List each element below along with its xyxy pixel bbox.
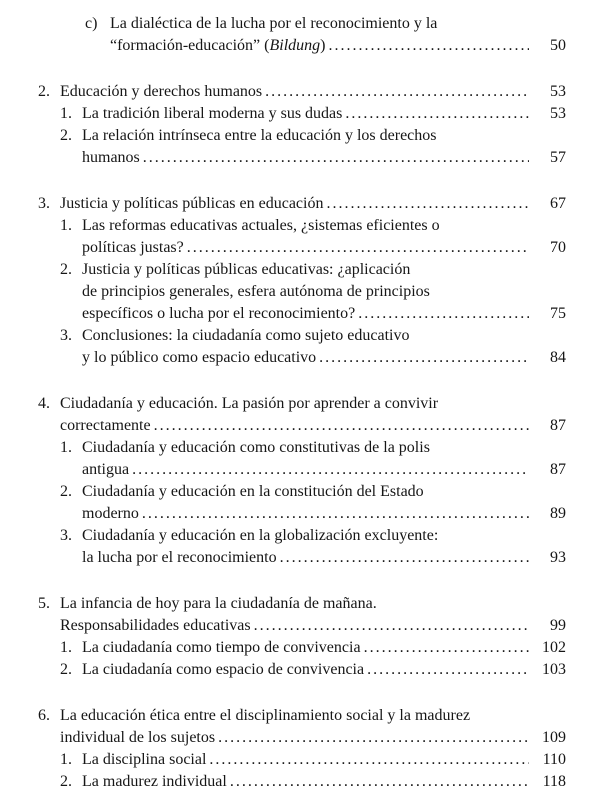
entry-text: La relación intrínseca entre la educación y los derechos — [82, 127, 437, 144]
entry-text: La ciudadanía como espacio de convivencia — [82, 661, 365, 678]
entry-number: c) — [85, 15, 98, 32]
toc-entry — [38, 705, 566, 749]
page-number: 99 — [550, 617, 566, 634]
entry-line — [82, 347, 566, 369]
page-number: 84 — [550, 349, 566, 366]
entry-number: 4. — [38, 395, 50, 412]
dot-leader — [364, 637, 529, 659]
toc-entry — [60, 749, 566, 771]
entry-line — [82, 771, 566, 793]
entry-body — [82, 749, 566, 771]
toc-entry — [60, 103, 566, 125]
page-number: 67 — [550, 195, 566, 212]
entry-text: correctamente — [60, 417, 151, 434]
entry-line — [60, 193, 566, 215]
page-number: 118 — [542, 773, 566, 790]
toc-entry — [38, 81, 566, 103]
entry-text: La tradición liberal moderna y sus dudas — [82, 105, 343, 122]
toc-entry — [60, 771, 566, 793]
entry-body — [60, 81, 566, 103]
entry-text: La educación ética entre el disciplinamiento social y la madurez — [60, 707, 471, 724]
dot-leader — [142, 503, 529, 525]
entry-text: individual de los sujetos — [60, 729, 216, 746]
toc-entry — [60, 637, 566, 659]
entry-text: políticas justas? — [82, 239, 184, 256]
entry-number: 2. — [60, 773, 72, 790]
entry-body — [82, 103, 566, 125]
toc-entry — [38, 193, 566, 215]
page-number: 87 — [550, 461, 566, 478]
entry-text: Educación y derechos humanos — [60, 83, 263, 100]
entry-number: 1. — [60, 439, 72, 456]
toc-entry — [60, 125, 566, 169]
entry-line — [82, 749, 566, 771]
dot-leader — [358, 303, 529, 325]
dot-leader — [345, 103, 529, 125]
entry-text: y lo público como espacio educativo — [82, 349, 317, 366]
page-number: 70 — [550, 239, 566, 256]
entry-text — [110, 35, 325, 57]
entry-body — [82, 637, 566, 659]
entry-text: antigua — [82, 461, 130, 478]
page-number: 93 — [550, 549, 566, 566]
entry-text: La dialéctica de la lucha por el reconocimiento y la — [110, 15, 438, 32]
dot-leader — [143, 147, 529, 169]
entry-number: 2. — [60, 127, 72, 144]
entry-text: Ciudadanía y educación como constitutivas de la polis — [82, 439, 430, 456]
dot-leader — [154, 415, 529, 437]
dot-leader — [209, 749, 529, 771]
dot-leader — [254, 615, 529, 637]
entry-line — [60, 705, 566, 727]
entry-line — [82, 525, 566, 547]
entry-text: Las reformas educativas actuales, ¿sistemas eficientes o — [82, 217, 440, 234]
entry-text: Ciudadanía y educación en la globalización excluyente: — [82, 527, 439, 544]
entry-body — [82, 325, 566, 369]
page-number: 110 — [542, 751, 566, 768]
entry-number: 2. — [60, 483, 72, 500]
entry-text: específicos o lucha por el reconocimiento? — [82, 305, 356, 322]
toc-entry — [60, 325, 566, 369]
entry-text: la lucha por el reconocimiento — [82, 549, 277, 566]
toc-entry — [60, 215, 566, 259]
entry-text: Justicia y políticas públicas en educación — [60, 195, 324, 212]
entry-body — [82, 771, 566, 793]
page-number: 89 — [550, 505, 566, 522]
entry-line — [82, 437, 566, 459]
dot-leader — [218, 727, 529, 749]
entry-text-italic: Bildung — [269, 37, 321, 54]
entry-line — [82, 147, 566, 169]
entry-line — [60, 615, 566, 637]
entry-body — [60, 393, 566, 437]
dot-leader — [230, 771, 529, 793]
entry-line — [82, 237, 566, 259]
entry-text-segment: ) — [320, 37, 326, 54]
entry-body — [82, 259, 566, 325]
page-number: 50 — [550, 37, 566, 54]
entry-text: La ciudadanía como tiempo de convivencia — [82, 639, 361, 656]
entry-line — [82, 503, 566, 525]
entry-text: Responsabilidades educativas — [60, 617, 251, 634]
entry-number: 3. — [60, 527, 72, 544]
entry-text: Conclusiones: la ciudadanía como sujeto educativo — [82, 327, 410, 344]
entry-line — [82, 659, 566, 681]
entry-number: 1. — [60, 105, 72, 122]
dot-leader — [367, 659, 529, 681]
entry-text: de principios generales, esfera autónoma de principios — [82, 283, 430, 300]
entry-body — [60, 593, 566, 637]
entry-text: Justicia y políticas públicas educativas: ¿aplicación — [82, 261, 411, 278]
entry-line — [82, 459, 566, 481]
dot-leader — [328, 35, 529, 57]
toc-entry — [38, 393, 566, 437]
entry-number: 1. — [60, 639, 72, 656]
entry-line — [110, 35, 566, 57]
entry-number: 2. — [60, 261, 72, 278]
dot-leader — [265, 81, 529, 103]
page-number: 109 — [542, 729, 566, 746]
entry-line — [60, 415, 566, 437]
entry-number: 3. — [60, 327, 72, 344]
entry-number: 1. — [60, 751, 72, 768]
entry-line — [110, 13, 566, 35]
toc-entry — [38, 593, 566, 637]
entry-text: La disciplina social — [82, 751, 207, 768]
entry-body — [82, 659, 566, 681]
entry-body — [82, 437, 566, 481]
page-number: 87 — [550, 417, 566, 434]
page-number: 75 — [550, 305, 566, 322]
entry-line — [82, 303, 566, 325]
entry-line — [82, 547, 566, 569]
entry-text: Ciudadanía y educación. La pasión por aprender a convivir — [60, 395, 439, 412]
toc-list — [38, 13, 566, 793]
dot-leader — [187, 237, 529, 259]
dot-leader — [280, 547, 529, 569]
entry-number: 2. — [38, 83, 50, 100]
page-number: 103 — [542, 661, 566, 678]
entry-line — [60, 393, 566, 415]
toc-entry — [60, 437, 566, 481]
toc-entry — [60, 259, 566, 325]
page-number: 102 — [542, 639, 566, 656]
entry-text: Ciudadanía y educación en la constitución del Estado — [82, 483, 424, 500]
entry-number: 1. — [60, 217, 72, 234]
entry-text: moderno — [82, 505, 139, 522]
entry-body — [60, 705, 566, 749]
toc-entry — [60, 481, 566, 525]
dot-leader — [326, 193, 529, 215]
entry-line — [60, 727, 566, 749]
page-number: 53 — [550, 83, 566, 100]
entry-line — [82, 215, 566, 237]
entry-body — [82, 525, 566, 569]
toc-entry — [60, 659, 566, 681]
page-number: 53 — [550, 105, 566, 122]
entry-body — [110, 13, 566, 57]
entry-line — [82, 325, 566, 347]
entry-number: 6. — [38, 707, 50, 724]
entry-text: La madurez individual — [82, 773, 227, 790]
entry-line — [82, 103, 566, 125]
entry-line — [82, 637, 566, 659]
entry-line — [60, 593, 566, 615]
entry-body — [60, 193, 566, 215]
entry-text-segment: “formación-educación” ( — [110, 37, 270, 54]
entry-body — [82, 125, 566, 169]
entry-text: La infancia de hoy para la ciudadanía de mañana. — [60, 595, 377, 612]
dot-leader — [319, 347, 529, 369]
entry-line — [82, 259, 566, 281]
entry-number: 2. — [60, 661, 72, 678]
entry-line — [82, 125, 566, 147]
entry-body — [82, 481, 566, 525]
entry-line — [82, 481, 566, 503]
entry-number: 3. — [38, 195, 50, 212]
entry-number: 5. — [38, 595, 50, 612]
page-number: 57 — [550, 149, 566, 166]
entry-line — [60, 81, 566, 103]
entry-text: humanos — [82, 149, 140, 166]
toc-entry — [85, 13, 566, 57]
entry-line — [82, 281, 566, 303]
dot-leader — [132, 459, 529, 481]
entry-body — [82, 215, 566, 259]
toc-entry — [60, 525, 566, 569]
